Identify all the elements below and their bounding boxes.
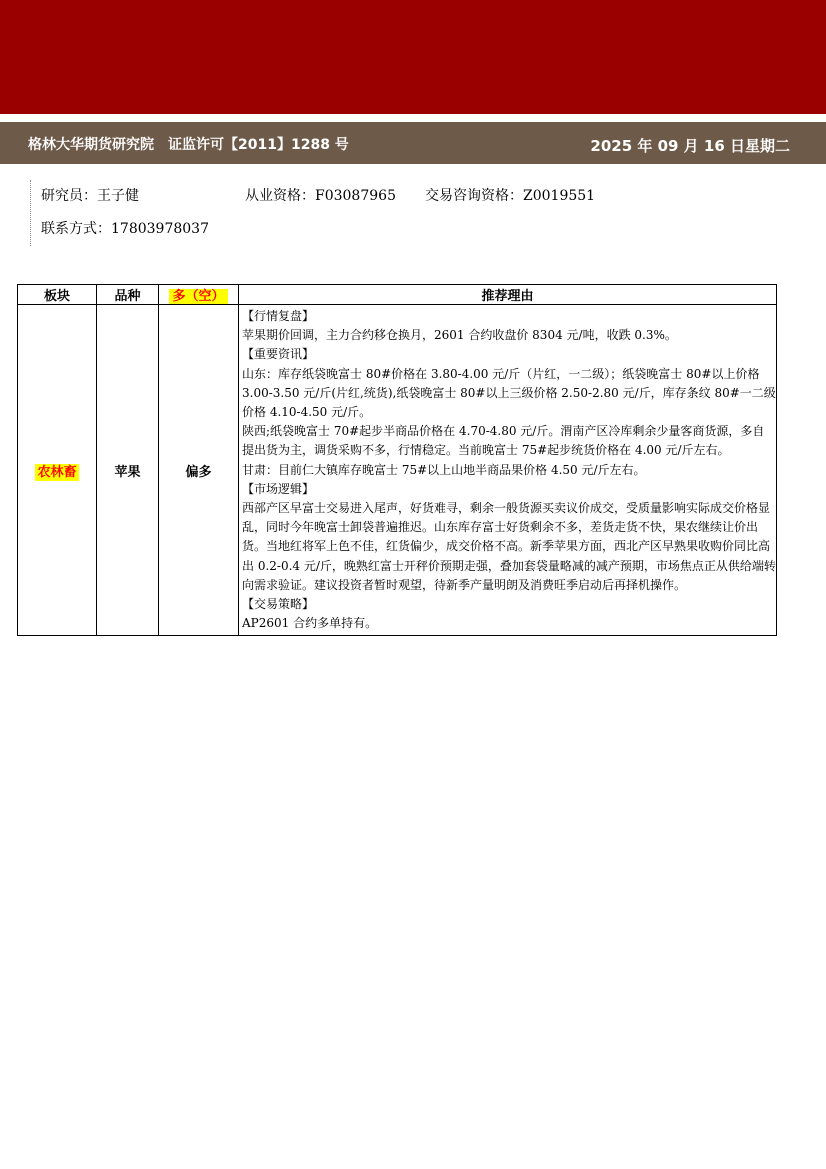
header-reason: 推荐理由	[239, 285, 777, 305]
news-shaanxi: 陕西;纸袋晚富士 70#起步半商品价格在 4.70-4.80 元/斤。渭南产区冷库剩余少量客商货源，多自提出货为主，调货采购不多，行情稳定。当前晚富士 75#起步统货价格在 4.00 元/斤左右。	[242, 424, 765, 458]
section-title-key-news: 【重要资讯】	[242, 347, 315, 362]
news-shandong: 山东：库存纸袋晚富士 80#价格在 3.80-4.00 元/斤（片红，一二级）；纸袋晚富士 80#以上价格 3.00-3.50 元/斤(片红,统货),纸袋晚富士 80#以上三级价格 2.50-2.80 元/斤，库存条纹 80#一二级价格 4.10-4.50 元/斤。	[242, 366, 776, 420]
header-info-bar	[0, 122, 826, 164]
header-left	[28, 134, 349, 154]
direction-cell: 偏多	[159, 305, 239, 636]
analyst-advisory: 交易咨询资格：Z0019551	[425, 188, 596, 204]
table-row	[18, 305, 777, 636]
market-review-text: 苹果期价回调，主力合约移仓换月，2601 合约收盘价 8304 元/吨，收跌 0.3%。	[242, 328, 677, 343]
institute-name: 格林大华期货研究院	[28, 137, 154, 153]
header-variety: 品种	[97, 285, 159, 305]
analyst-info	[30, 180, 741, 246]
news-gansu: 甘肃：目前仁大镇库存晚富士 75#以上山地半商品果价格 4.50 元/斤左右。	[242, 462, 646, 477]
strategy-text: AP2601 合约多单持有。	[242, 616, 378, 631]
recommendation-table	[17, 284, 777, 636]
market-logic-text: 西部产区早富士交易进入尾声，好货难寻，剩余一般货源买卖议价成交，受质量影响实际成交价格显乱，同时今年晚富士卸袋普遍推迟。山东库存富士好货剩余不多，差货走货不快，果农继续让价出货。当地红将军上色不佳，红货偏少，成交价格不高。新季苹果方面，西北产区早熟果收购价同比高出 0.2-0.4 元/斤，晚熟红富士开秤价预期走强，叠加套袋量略减的减产预期，市场焦点正从供给端转向需求验证。建议投资者暂时观望，待新季产量明朗及消费旺季启动后再择机操作。	[242, 501, 776, 592]
header-direction	[159, 285, 239, 305]
analyst-row-1	[41, 180, 741, 213]
analyst-contact: 联系方式：17803978037	[41, 221, 209, 237]
reason-cell	[239, 305, 777, 636]
header-banner	[0, 0, 826, 114]
section-title-market-review: 【行情复盘】	[242, 309, 315, 323]
sector-label: 农林畜	[37, 464, 77, 480]
analyst-name: 研究员：王子健	[41, 188, 139, 204]
variety-cell: 苹果	[97, 305, 159, 636]
section-title-market-logic: 【市场逻辑】	[242, 481, 315, 496]
table-header-row	[18, 285, 777, 305]
analyst-qualification: 从业资格：F03087965	[245, 188, 396, 204]
sector-cell	[18, 305, 97, 636]
header-sector: 板块	[18, 285, 97, 305]
section-title-strategy: 【交易策略】	[242, 597, 315, 612]
license-number: 证监许可【2011】1288 号	[168, 137, 349, 153]
header-direction-label: 多（空）	[169, 289, 227, 304]
report-date: 2025 年 09 月 16 日星期二	[590, 137, 790, 155]
